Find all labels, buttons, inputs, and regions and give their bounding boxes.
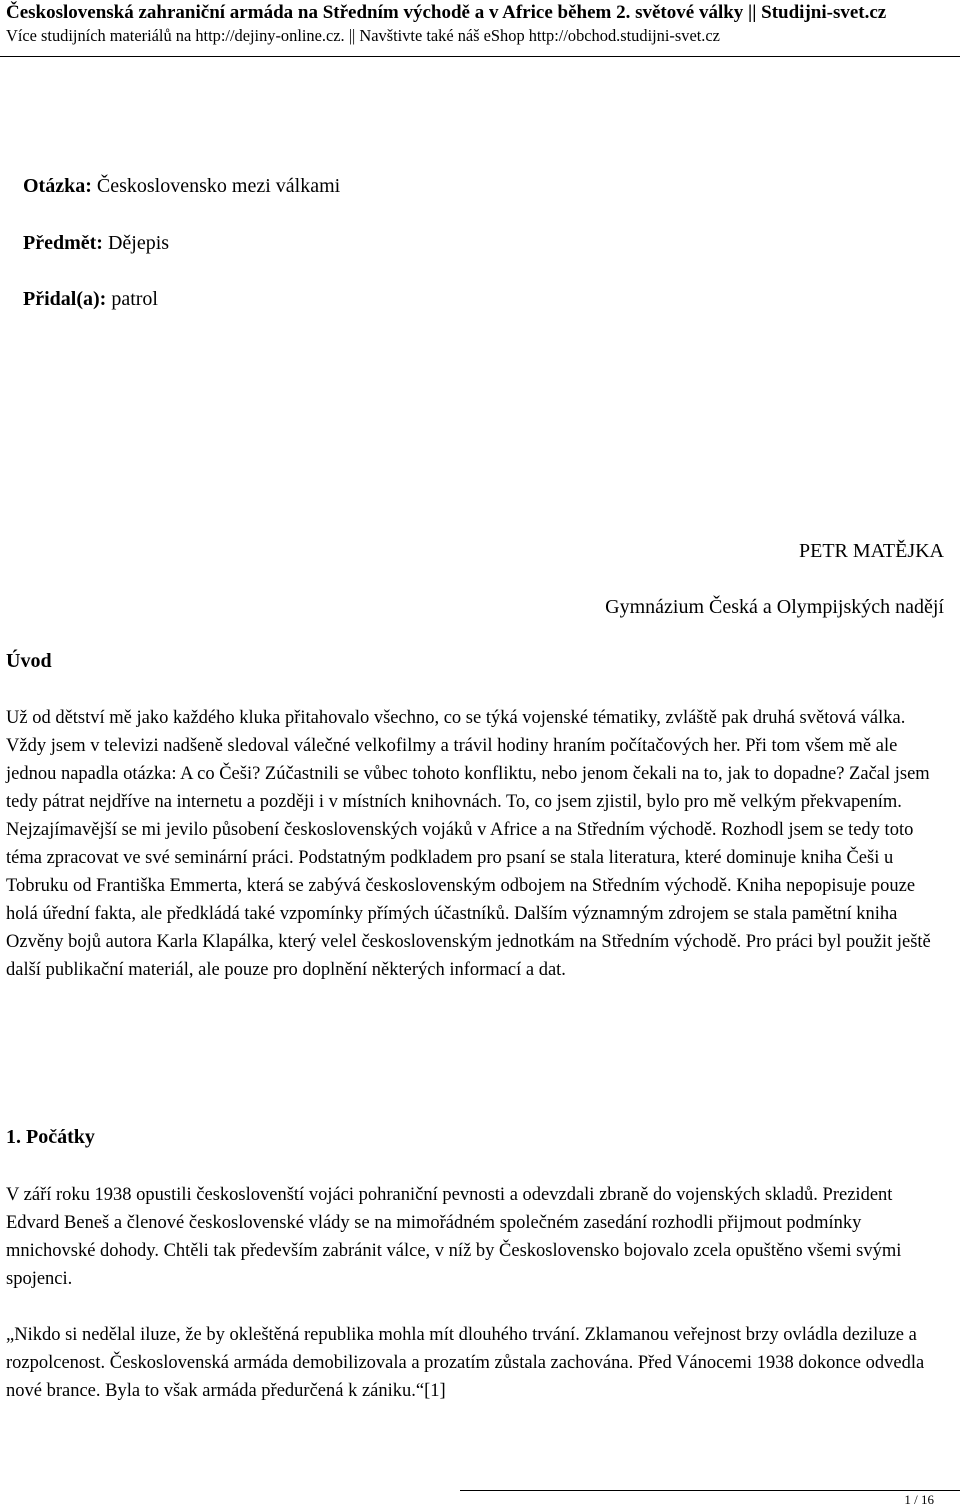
subject-label: Předmět: [23, 232, 103, 254]
page-header [6, 0, 956, 47]
author-name: PETR MATĚJKA [798, 540, 944, 562]
header-links: Více studijních materiálů na http://dejiny-online.cz. || Navštivte také náš eShop http://obchod.studijni-svet.cz [6, 26, 720, 45]
section-paragraph-2: „Nikdo si nedělal iluze, že by okleštěná republika mohla mít dlouhého trvání. Zklamanou veřejnost brzy ovládla deziluze a rozpolcenost. Československá armáda demobilizovala a prozatím zůstala zachována. Před Vánocemi 1938 dokonce odvedla nové brance. Byla to však armáda předurčená k zániku.“[1] [6, 1325, 925, 1401]
section-paragraph-1: V září roku 1938 opustili českoslovenští vojáci pohraniční pevnosti a odevzdali zbraně do vojenských skladů. Prezident Edvard Beneš a členové československé vlády se na mimořádném společném zasedání rozhodli přijmout podmínky mnichovské dohody. Chtěli tak především zabránit válce, v níž by Československo bojovalo zcela opuštěno všemi svými spojenci. [6, 1185, 902, 1289]
subject-line [23, 230, 169, 256]
school-name: Gymnázium Česká a Olympijských nadějí [605, 596, 944, 618]
header-title: Československá zahraniční armáda na Středním východě a v Africe během 2. světové války || Studijni-svet.cz [6, 2, 887, 23]
header-divider [0, 56, 960, 57]
author-value: patrol [106, 288, 158, 310]
author-line [23, 286, 158, 312]
question-line [23, 173, 340, 199]
page-footer [0, 1490, 960, 1508]
subject-value: Dějepis [102, 232, 170, 254]
intro-heading: Úvod [6, 650, 52, 672]
page-number: 1 / 16 [904, 1492, 934, 1507]
section-heading: 1. Počátky [6, 1126, 95, 1148]
intro-paragraph: Už od dětství mě jako každého kluka přitahovalo všechno, co se týká vojenské tématiky, zvláště pak druhá světová válka. Vždy jsem v televizi nadšeně sledoval válečné velkofilmy a trávil hodiny hraním počítačových her. Při tom všem mě ale jednou napadla otázka: A co Češi? Zúčastnili se vůbec tohoto konfliktu, nebo jenom čekali na to, jak to dopadne? Začal jsem tedy pátrat nejdříve na internetu a později i v místních knihovnách. To, co jsem zjistil, bylo pro mě velkým překvapením. Nejzajímavější se mi jevilo působení československých vojáků v Africe a na Středním východě. Rozhodl jsem se tedy toto téma zpracovat ve své seminární práci. Podstatným podkladem pro psaní se stala literatura, které dominuje kniha Češi u Tobruku od Františka Emmerta, která se zabývá československým odbojem na Středním východě. Kniha nepopisuje pouze holá úřední fakta, ale předkládá také vzpomínky přímých účastníků. Dalším významným zdrojem se stala pamětní kniha Ozvěny bojů autora Karla Klapálka, který velel československým jednotkám na Středním východě. Pro práci byl použit ještě další publikační materiál, ale pouze pro doplnění některých informací a dat. [6, 708, 931, 980]
author-label: Přidal(a): [23, 288, 107, 310]
question-label: Otázka: [23, 175, 92, 197]
question-value: Československo mezi válkami [91, 175, 341, 197]
footer-divider [460, 1490, 960, 1491]
